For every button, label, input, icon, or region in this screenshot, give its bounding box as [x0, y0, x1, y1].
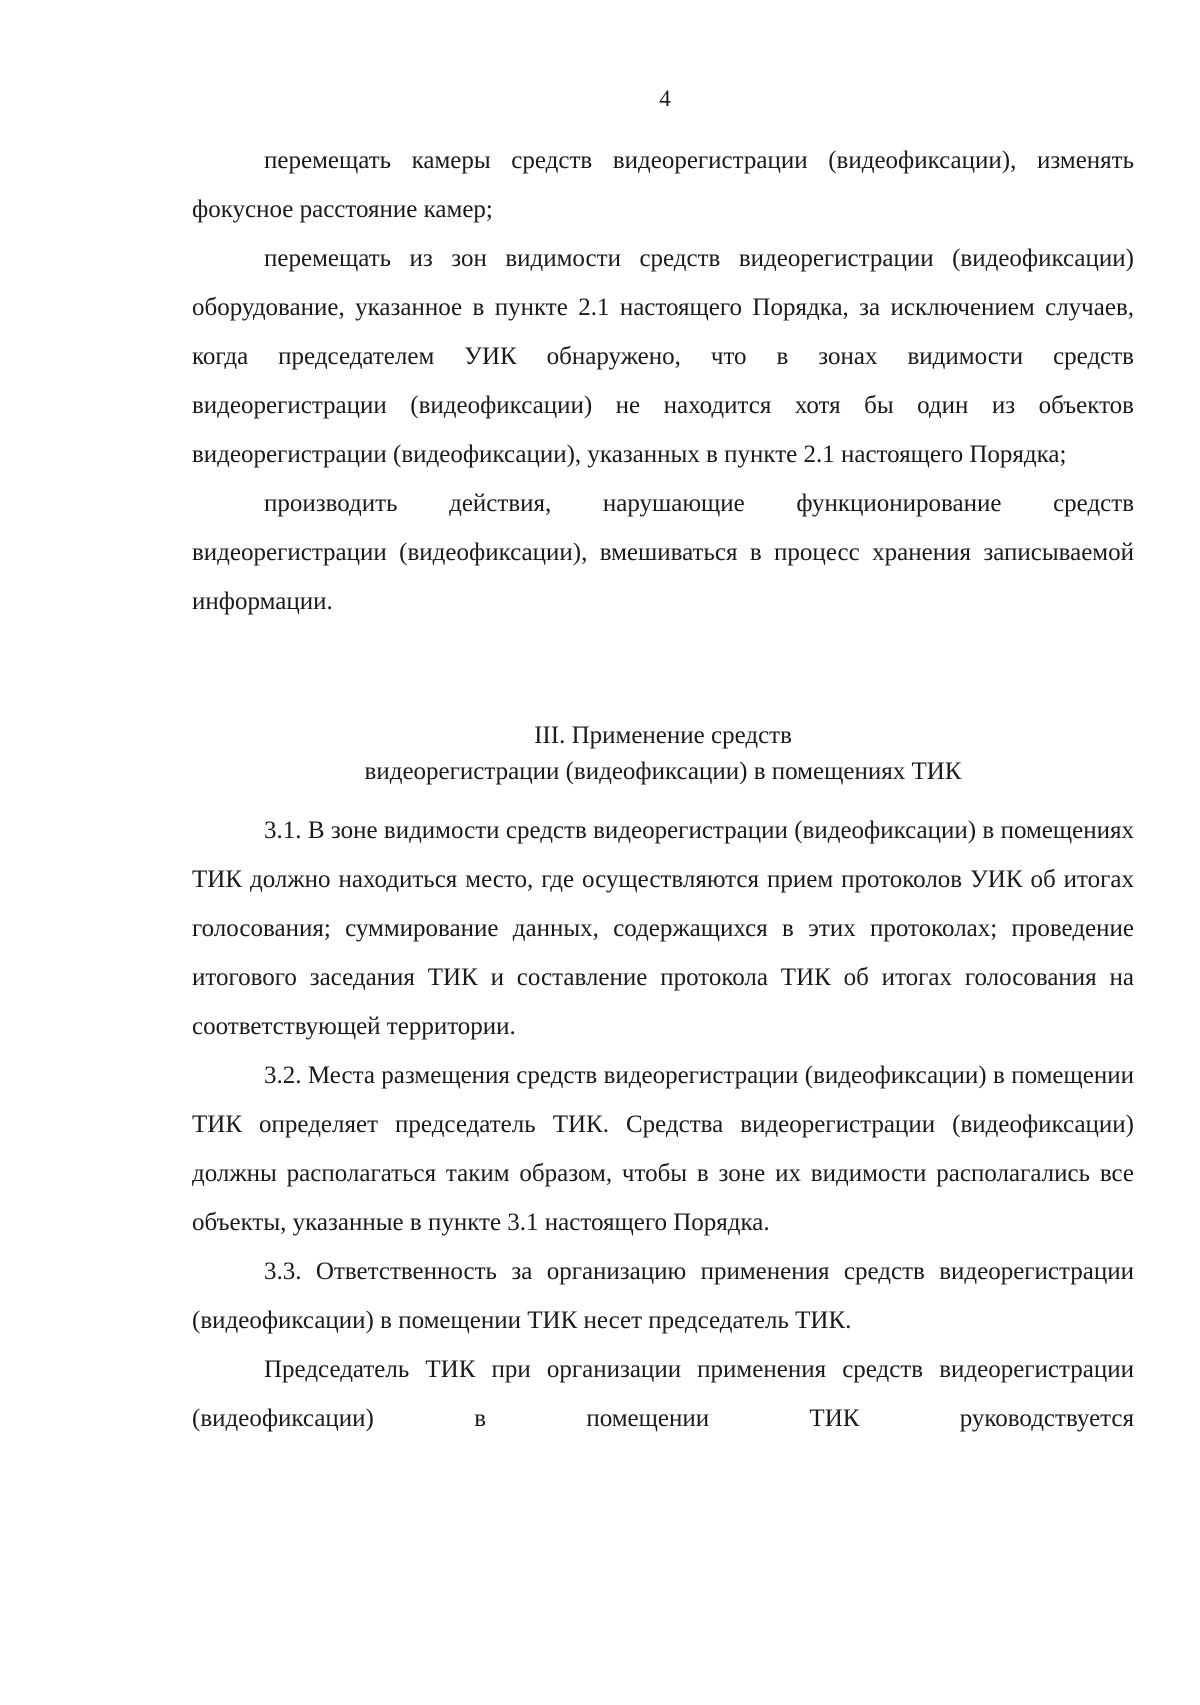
paragraph-disrupt-operation: производить действия, нарушающие функционирование средств видеорегистрации (видеофиксации), вмешиваться в процесс хранения записываемой информации. [192, 490, 1134, 615]
paragraph-chairman-guidance: Председатель ТИК при организации применения средств видеорегистрации (видеофиксации) в помещении ТИК руководствуется [192, 1356, 1134, 1432]
paragraph-3-2: 3.2. Места размещения средств видеорегистрации (видеофиксации) в помещении ТИК определяет председатель ТИК. Средства видеорегистрации (видеофиксации) должны располагаться таким образом, чтобы в зоне их видимости располагались все объекты, указанные в пункте 3.1 настоящего Порядка. [192, 1062, 1134, 1236]
paragraph-move-equipment: перемещать из зон видимости средств видеорегистрации (видеофиксации) оборудование, указанное в пункте 2.1 настоящего Порядка, за исключением случаев, когда председателем УИК обнаружено, что в зонах видимости средств видеорегистрации (видеофиксации) не находится хотя бы один из объектов видеорегистрации (видеофиксации), указанных в пункте 2.1 настоящего Порядка; [192, 245, 1134, 468]
paragraph-3-3: 3.3. Ответственность за организацию применения средств видеорегистрации (видеофиксации) в помещении ТИК несет председатель ТИК. [192, 1258, 1134, 1334]
paragraph-move-cameras: перемещать камеры средств видеорегистрации (видеофиксации), изменять фокусное расстояние камер; [192, 147, 1134, 223]
section-heading-line-2: видеорегистрации (видеофиксации) в помещениях ТИК [364, 758, 962, 785]
section-heading [192, 718, 1134, 790]
section-heading-line-1: III. Применение средств [534, 722, 792, 749]
paragraph-3-1: 3.1. В зоне видимости средств видеорегистрации (видеофиксации) в помещениях ТИК должно находиться место, где осуществляются прием протоколов УИК об итогах голосования; суммирование данных, содержащихся в этих протоколах; проведение итогового заседания ТИК и составление протокола ТИК об итогах голосования на соответствующей территории. [192, 817, 1134, 1040]
section-3-text-block [192, 806, 1134, 1443]
prohibitions-text-block [192, 136, 1134, 626]
page-number: 4 [659, 86, 671, 111]
